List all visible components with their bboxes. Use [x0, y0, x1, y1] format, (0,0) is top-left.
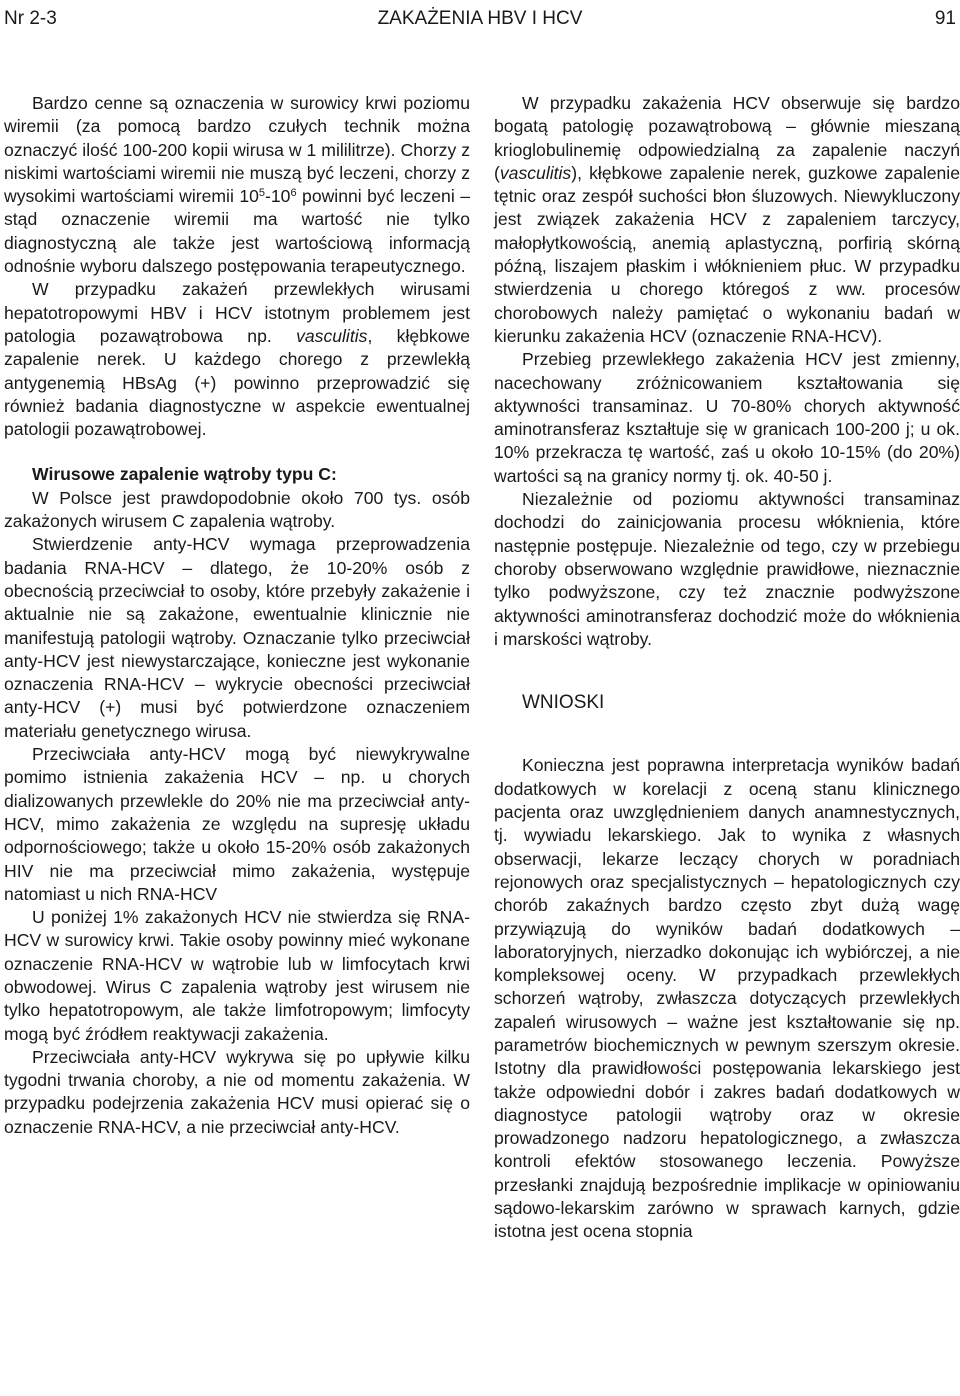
- running-title: ZAKAŻENIA HBV I HCV: [377, 8, 583, 29]
- heading-text: Wirusowe zapalenie wątroby typu C:: [32, 464, 337, 485]
- paragraph-text: Bardzo cenne są oznaczenia w surowicy krwi poziomu wiremii (za pomocą bardzo czułych technik można oznaczyć ilość 100-200 kopii wirusa w 1 mililitrze). Chorzy z niskimi wartościami wiremii nie muszą być leczeni, chorzy z wysokimi wartościami wiremii 10: [4, 93, 470, 207]
- paragraph-poland: W Polsce jest prawdopodobnie około 700 tys. osób zakażonych wirusem C zapalenia wątroby.: [4, 487, 470, 532]
- superscript: 6: [290, 187, 297, 200]
- paragraph-viremia: [4, 92, 470, 278]
- paragraph-detection-time: Przeciwciała anty-HCV wykrywa się po upływie kilku tygodni trwania choroby, a nie od momentu zakażenia. W przypadku podejrzenia zakażenia HCV musi opierać się o oznaczenie RNA-HCV, a nie przeciwciał anty-HCV.: [4, 1046, 470, 1137]
- paragraph-anti-hcv: Stwierdzenie anty-HCV wymaga przeprowadzenia badania RNA-HCV – dlatego, że 10-20% osób z obecnością przeciwciał to osoby, które przebyły zakażenie i aktualnie nie są zakażone, ewentualnie klinicznie nie manifestują patologii wątroby. Oznaczanie tylko przeciwciał anty-HCV jest niewystarczające, konieczne jest wykonanie oznaczenia RNA-HCV – wykrycie obecności przeciwciał anty-HCV (+) musi być potwierdzone oznaczeniem materiału genetycznego wirusa.: [4, 534, 470, 741]
- paragraph-text: W przypadku zakażenia HCV obserwuje się bardzo bogatą patologię pozawątrobową – głównie mieszaną krioglobulinemię odpowiedzialną za zapalenie naczyń (: [494, 93, 960, 183]
- left-column: [4, 92, 470, 1139]
- right-column: [494, 92, 960, 1244]
- italic-term: vasculitis: [499, 162, 572, 183]
- paragraph-text: , kłębkowe zapalenie nerek. U każdego chorego z przewlekłą antygenemią HBsAg (+) powinno przeprowadzić się również badania diagnostyczne w aspekcie ewentualnej patologii pozawątrobowej.: [4, 325, 470, 440]
- paragraph-fibrosis: Niezależnie od poziomu aktywności transaminaz dochodzi do zainicjowania procesu włóknienia, które następnie postępuje. Niezależnie od tego, czy w przebiegu choroby obserwowano względnie prawidłowe, nieznacznie tylko podwyższone, czy też znacznie podwyższone aktywności aminotransferaz dochodzić może do włóknienia i marskości wątroby.: [494, 489, 960, 649]
- paragraph-text: powinni być leczeni – stąd oznaczenie wiremii ma wartość nie tylko diagnostyczną ale także jest wartościową informacją odnośnie wyboru dalszego postępowania terapeutycznego.: [4, 186, 470, 277]
- paragraph-text: W przypadku zakażeń przewlekłych wirusami hepatotropowymi HBV i HCV istotnym problemem jest patologia pozawątrobowa np.: [4, 279, 470, 346]
- section-heading-hcv: [4, 463, 470, 486]
- superscript: 5: [258, 187, 266, 200]
- page-number: 91: [934, 8, 956, 29]
- paragraph-below-1-percent: U poniżej 1% zakażonych HCV nie stwierdza się RNA-HCV w surowicy krwi. Takie osoby powinny mieć wykonane oznaczenie RNA-HCV w wątrobie lub w limfocytach krwi obwodowej. Wirus C zapalenia wątroby jest wirusem nie tylko hepatotropowym, ale także limfotropowym; limfocyty mogą być źródłem reaktywacji zakażenia.: [4, 907, 470, 1044]
- paragraph-text: ), kłębkowe zapalenie nerek, guzkowe zapalenie tętnic oraz zespół suchości błon śluzowych. Niewykluczony jest związek zakażenia HCV z zapaleniem tarczycy, małopłytkowością, anemią aplastyczną, porfirią skórną późną, liszajem płaskim i włóknieniem płuc. W przypadku stwierdzenia u chorego któregoś z ww. procesów chorobowych należy pamiętać o wykonaniu badań w kierunku zakażenia HCV (oznaczenie RNA-HCV).: [494, 162, 960, 346]
- italic-term: vasculitis: [296, 325, 368, 346]
- paragraph-text: -10: [265, 186, 291, 207]
- issue-number: Nr 2-3: [4, 8, 57, 29]
- paragraph-conclusions: Konieczna jest poprawna interpretacja wyników badań dodatkowych w korelacji z oceną stanu klinicznego pacjenta oraz uwzględnieniem danych anamnestycznych, tj. wywiadu lekarskiego. Jak to wynika z własnych obserwacji, lekarze leczący chorych w poradniach rejonowych oraz specjalistycznych – hepatologicznych czy chorób zakaźnych bardzo często zbyt dużą wagę przywiązują do wyników badań dodatkowych – laboratoryjnych, nierzadko dokonując ich wybiórczej, a nie kompleksowej oceny. W przypadkach przewlekłych schorzeń wątroby, zwłaszcza dotyczących przewlekłych zapaleń wirusowych – ważne jest kształtowanie się np. parametrów biochemicznych w pewnym szerszym okresie. Istotny dla prawidłowości postępowania lekarskiego jest także odpowiedni dobór i zakres badań dodatkowych w diagnostyce patologii wątroby oraz w okresie prowadzonego nadzoru hepatologicznego, a zwłaszcza kontroli efektów stosowanego leczenia. Powyższe przesłanki znajdują bezpośrednie implikacje w opiniowaniu sądowo-lekarskim zarówno w sprawach karnych, gdzie istotna jest ocena stopnia: [494, 755, 960, 1242]
- paragraph-hcv-pathology: [494, 92, 960, 348]
- paragraph-undetectable: Przeciwciała anty-HCV mogą być niewykrywalne pomimo istnienia zakażenia HCV – np. u chorych dializowanych przewlekle do 20% nie ma przeciwciał anty-HCV, mimo zakażenia ze względu na supresję układu odpornościowego; także u około 15-20% osób zakażonych HIV nie ma przeciwciał mimo zakażenia, występuje natomiast u nich RNA-HCV: [4, 744, 470, 904]
- page-header: [0, 4, 960, 34]
- paragraph-course: Przebieg przewlekłego zakażenia HCV jest zmienny, nacechowany zróżnicowaniem kształtowania się aktywności transaminaz. U 70-80% chorych aktywność aminotransferaz kształtuje się w granicach 100-200 j; u ok. 10% przekracza tę wartość, zaś u około 10-15% (do 20%) wartości są na granicy normy tj. ok. 40-50 j.: [494, 349, 960, 486]
- section-title-conclusions: WNIOSKI: [522, 692, 605, 714]
- paragraph-extrahepatic: [4, 278, 470, 441]
